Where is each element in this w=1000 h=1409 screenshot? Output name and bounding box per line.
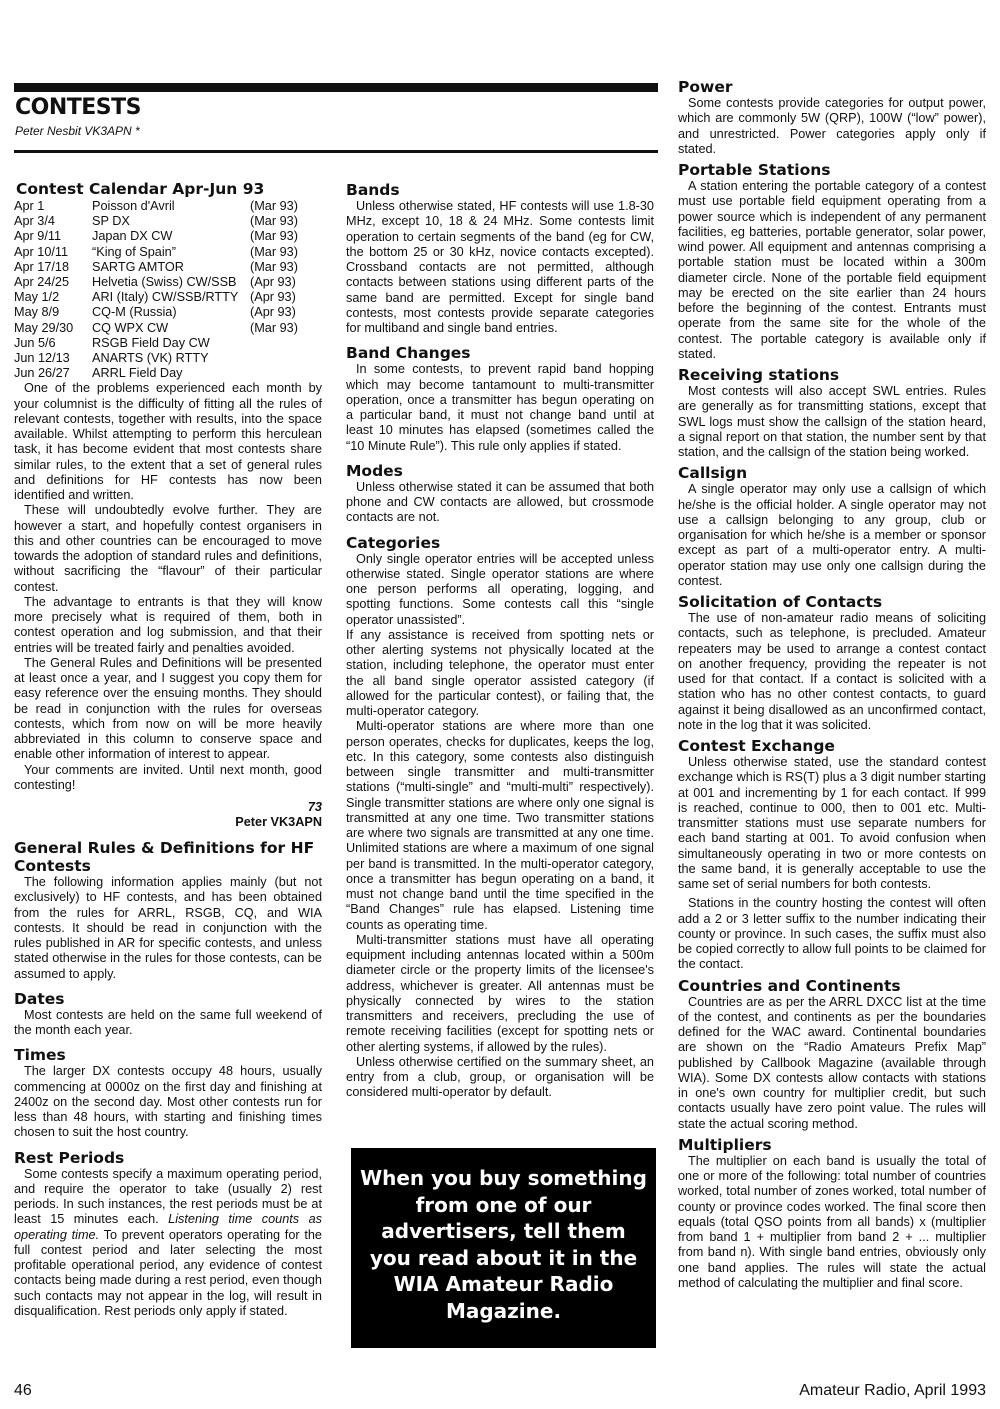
receiving-stations-text: Most contests will also accept SWL entries. Rules are generally as for transmitting stations, except that SWL logs must show the callsign of the station heard, a signal report on that station, the number sent by that station, and the callsign of the station being worked. [678, 384, 986, 459]
signoff-number: 73 [307, 800, 322, 815]
categories-heading: Categories [346, 533, 441, 552]
calendar-date: Apr 1 [14, 199, 45, 213]
general-rules-text: The following information applies mainly (but not exclusively) to HF contests, and has been obtained from the rules for ARRL, RSGB, CQ, and WIA contests. It should be read in conjunction with the rules published in AR for specific contests, and unless stated otherwise in the rules for those contests, can be assumed to apply. [14, 875, 322, 981]
receiving-stations-heading: Receiving stations [678, 366, 840, 384]
calendar-date: Apr 9/11 [14, 229, 62, 244]
dates-text: Most contests are held on the same full weekend of the month each year. [14, 1007, 322, 1038]
portable-stations-text: A station entering the portable category of a contest must use portable field equipment operating from a power source which is independent of any permanent facilities, eg batteries, portable generator, solar power, wind power. All equipment and antennas comprising a portable station must be located within a 300m diameter circle. None of the portable field equipment may be erected on the site earlier than 24 hours before the beginning of the contest. Entrants must operate from the same site for the whole of the contest. The portable category is available only if stated. [678, 179, 986, 361]
categories-paragraph: Only single operator entries will be accepted unless otherwise stated. Single operator stations are where one person performs all operating, logging, and spotting functions. Some contests call this “single operator unassisted”. [346, 551, 654, 627]
calendar-date: Apr 10/11 [14, 244, 69, 259]
calendar-contest-name: “King of Spain” [92, 244, 176, 259]
calendar-row [14, 229, 316, 244]
calendar-row [14, 214, 316, 229]
calendar-contest-name: ARI (Italy) CW/SSB/RTTY [92, 290, 239, 305]
countries-text: Countries are as per the ARRL DXCC list at the time of the contest, and continents as per the boundaries defined for the WAC award. Continental boundaries are shown on the “Radio Amateurs Prefix Map” published by Callbook Magazine (available through WIA). Some DX contests allow contacts with stations in one's own country for multiplier credit, but such contacts usually have zero point value. The rules will state the actual scoring method. [678, 994, 986, 1131]
calendar-contest-name: RSGB Field Day CW [92, 335, 210, 350]
band-changes-text: In some contests, to prevent rapid band hopping which may become tantamount to multi-transmitter operation, once a transmitter has begun operating on a particular band, it must not change band until at least 10 minutes has elapsed (sometimes called the “10 Minute Rule”). This rule only applies if stated. [346, 362, 654, 453]
calendar-reference: (Apr 93) [250, 305, 296, 320]
dates-heading: Dates [14, 989, 65, 1008]
advertiser-notice [351, 1148, 656, 1348]
calendar-contest-name: CQ WPX CW [92, 320, 169, 335]
calendar-contest-name: Helvetia (Swiss) CW/SSB [92, 275, 237, 290]
calendar-reference: (Mar 93) [250, 229, 298, 244]
calendar-contest-name: SP DX [92, 214, 130, 229]
general-rules-heading: General Rules & Definitions for HF Contests [14, 839, 315, 876]
power-text: Some contests provide categories for output power, which are commonly 5W (QRP), 100W (“low” power), and unrestricted. Power categories apply only if stated. [678, 96, 986, 156]
calendar-date: May 8/9 [14, 305, 60, 320]
multipliers-text: The multiplier on each band is usually the total of one or more of the following: total number of countries worked, total number of zones worked, total number of county or province codes worked. The final score then equals (total QSO points from all bands) x (multiplier from band 1 + multiplier from band 2 + ... multiplier from band n). With single band entries, obviously only one band applies. The rules will state the actual method of calculating the multiplier and final score. [678, 1153, 986, 1290]
section-title: CONTESTS [15, 95, 141, 120]
intro-paragraph: The General Rules and Definitions will be presented at least once a year, and I suggest you copy them for easy reference over the ensuing months. They should be read in conjunction with the rules for overseas contests, which from now on will be more heavily abbreviated in this column to conserve space and enable other information of interest to appear. [14, 655, 322, 762]
calendar-row [14, 290, 316, 305]
calendar-date: Jun 12/13 [14, 351, 70, 366]
calendar-contest-name: ANARTS (VK) RTTY [92, 351, 209, 366]
rest-text-part: Some contests specify a maximum operating period, and require the operator to take (usually 2) rest periods. In such instances, the rest periods must be at least 15 minutes each. [14, 1166, 322, 1227]
calendar-date: May 29/30 [14, 320, 74, 335]
calendar-contest-name: Poisson d'Avril [92, 199, 175, 213]
calendar-date: Apr 3/4 [14, 214, 55, 229]
times-text: The larger DX contests occupy 48 hours, usually commencing at 0000z on the first day and finishing at 2400z on the second day. Most other contests run for less than 48 hours, with starting and finishing times chosen to suit the host country. [14, 1064, 322, 1140]
calendar-row [14, 305, 316, 320]
contest-exchange-paragraph: Unless otherwise stated, use the standard contest exchange which is RS(T) plus a 3 digit number starting at 001 and incrementing by 1 for each contact. If 999 is reached, continue to 000, then to 001 etc. Multi-transmitter stations must use separate numbers for each band starting at 001. To avoid confusion when simultaneously operating in two or more contests on the same band, it is generally acceptable to use the same set of serial numbers for both contests. [678, 755, 986, 891]
publication-footer: Amateur Radio, April 1993 [799, 1382, 986, 1399]
calendar-row [14, 245, 316, 260]
contest-exchange-paragraph: Stations in the country hosting the contest will often add a 2 or 3 letter suffix to the number indicating their county or province. In such cases, the suffix must also be copied correctly to allow full points to be claimed for the contact. [678, 896, 986, 972]
calendar-reference [250, 336, 316, 351]
rest-periods-text [14, 1167, 322, 1320]
calendar-reference: (Mar 93) [250, 214, 298, 229]
calendar-reference: (Apr 93) [250, 290, 296, 305]
intro-paragraph: One of the problems experienced each month by your columnist is the difficulty of fitting all the rules of relevant contests, together with results, into the space available. Whilst attempting to perform this herculean task, it has become evident that most contests share similar rules, to the extent that a set of general rules and definitions for HF contests has now been identified and written. [14, 381, 322, 503]
signoff-name: Peter VK3APN [235, 815, 322, 830]
page-number: 46 [14, 1382, 32, 1399]
column-2 [346, 181, 654, 1101]
calendar-contest-name: SARTG AMTOR [92, 259, 184, 274]
calendar-reference: (Mar 93) [250, 199, 298, 213]
column-3 [678, 78, 986, 1291]
header-rule [14, 150, 658, 153]
band-changes-heading: Band Changes [346, 344, 471, 363]
categories-paragraph: If any assistance is received from spotting nets or other alerting systems not physically located at the station, including telephone, the operator must enter the all band single operator assisted category (if allowed for the particular contest), or failing that, the multi-operator category. [346, 627, 654, 718]
calendar-row [14, 366, 316, 381]
rest-text-italic: Listening time counts as operating time. [14, 1212, 322, 1242]
calendar-reference [250, 351, 316, 366]
calendar-reference [250, 366, 316, 381]
calendar-reference: (Mar 93) [250, 244, 298, 259]
calendar-date: Apr 17/18 [14, 259, 70, 274]
categories-paragraph: Multi-transmitter stations must have all operating equipment including antennas located within a 500m diameter circle or the property limits of the licensee's address, whichever is greater. All antennas must be physically connected by wires to the station transmitters and receivers, precluding the use of remote receiving facilities (except for spotting nets or other alerting systems, if allowed by the rules). [346, 932, 654, 1054]
calendar-reference: (Mar 93) [250, 320, 298, 335]
author-byline: Peter Nesbit VK3APN * [15, 124, 140, 138]
bands-heading: Bands [346, 181, 400, 199]
calendar-date: Apr 24/25 [14, 275, 70, 290]
calendar-row [14, 260, 316, 275]
calendar-reference: (Apr 93) [250, 275, 296, 290]
callsign-text: A single operator may only use a callsign of which he/she is the official holder. A single operator may not use a callsign belonging to any group, club or organisation for which he/she is a member or sponsor except as part of a multi-operator entry. A multi-operator station may use only one callsign during the contest. [678, 482, 986, 588]
rest-periods-heading: Rest Periods [14, 1148, 125, 1167]
advertiser-notice-text: When you buy something from one of our advertisers, tell them you read about it in the WIA Amateur Radio Magazine. [360, 1166, 647, 1323]
calendar-row [14, 321, 316, 336]
calendar-table [14, 199, 316, 381]
calendar-row [14, 336, 316, 351]
multipliers-heading: Multipliers [678, 1135, 772, 1154]
calendar-date: Jun 26/27 [14, 366, 70, 381]
calendar-reference: (Mar 93) [250, 259, 298, 274]
categories-paragraph: Multi-operator stations are where more than one person operates, checks for duplicates, keeps the log, etc. In this category, some contests also distinguish between single transmitter and multi-transmitter stations (“multi-single” and “multi-multi” respectively). Single transmitter stations are where only one signal is transmitted at any one time. Two transmitter stations are where two signals are transmitted at any one time. Unlimited stations are where a maximum of one signal per band is transmitted. In the multi-operator category, once a transmitter has begun operating on a band, it must not change band until the time specified in the “Band Changes” rule has elapsed. Listening time counts as operating time. [346, 719, 654, 932]
portable-stations-heading: Portable Stations [678, 161, 831, 179]
modes-heading: Modes [346, 461, 403, 480]
intro-paragraph: The advantage to entrants is that they will know more precisely what is required of them, both in contest operation and log submission, and that their entries will be treated fairly and penalties avoided. [14, 594, 322, 655]
column-1 [14, 180, 322, 1319]
intro-paragraph: These will undoubtedly evolve further. They are however a start, and hopefully contest organisers in this and other countries can be encouraged to move towards the adoption of standard rules and definitions, without sacrificing the “flavour” of their particular contest. [14, 503, 322, 594]
countries-heading: Countries and Continents [678, 976, 901, 995]
intro [14, 381, 322, 793]
calendar-row [14, 351, 316, 366]
solicitation-heading: Solicitation of Contacts [678, 593, 883, 611]
calendar-date: Jun 5/6 [14, 335, 56, 350]
calendar-row [14, 275, 316, 290]
calendar-contest-name: CQ-M (Russia) [92, 305, 177, 320]
categories-paragraph: Unless otherwise certified on the summary sheet, an entry from a club, group, or organisation will be considered multi-operator by default. [346, 1054, 654, 1100]
solicitation-text: The use of non-amateur radio means of soliciting contacts, such as telephone, is precluded. Amateur repeaters may be used to arrange a contest contact on another frequency, providing the repeater is not used for that contact. If a contact is solicited with a station who has no other contest contacts, to guard against it being disallowed as an unconfirmed contact, note in the log that it was solicited. [678, 611, 986, 732]
times-heading: Times [14, 1046, 66, 1065]
calendar-contest-name: Japan DX CW [92, 229, 173, 244]
calendar-title: Contest Calendar Apr-Jun 93 [16, 180, 265, 198]
calendar-row [14, 199, 316, 214]
calendar-contest-name: ARRL Field Day [92, 366, 183, 381]
calendar-date: May 1/2 [14, 290, 60, 305]
intro-paragraph: Your comments are invited. Until next month, good contesting! [14, 762, 322, 792]
modes-text: Unless otherwise stated it can be assumed that both phone and CW contacts are allowed, but crossmode contacts are not. [346, 479, 654, 525]
bands-text: Unless otherwise stated, HF contests will use 1.8-30 MHz, except 10, 18 & 24 MHz. Some contests limit operation to certain segments of the band (eg for CW, the bottom 25 or 30 kHz, novice contacts excepted). Crossband contacts are not permitted, although contacts between stations using different parts of the same band are permitted. Except for single band contests, most contests provide separate categories for multiband and single band entries. [346, 199, 654, 335]
contest-exchange-heading: Contest Exchange [678, 737, 835, 755]
power-heading: Power [678, 78, 733, 96]
rest-text-part: To prevent operators operating for the full contest period and later selecting the most profitable operational period, any evidence of contest contacts being made during a rest period, even though such contacts may not appear in the log, will result in disqualification. Rest periods only apply if stated. [14, 1227, 322, 1318]
top-rule [14, 83, 658, 92]
callsign-heading: Callsign [678, 464, 748, 483]
